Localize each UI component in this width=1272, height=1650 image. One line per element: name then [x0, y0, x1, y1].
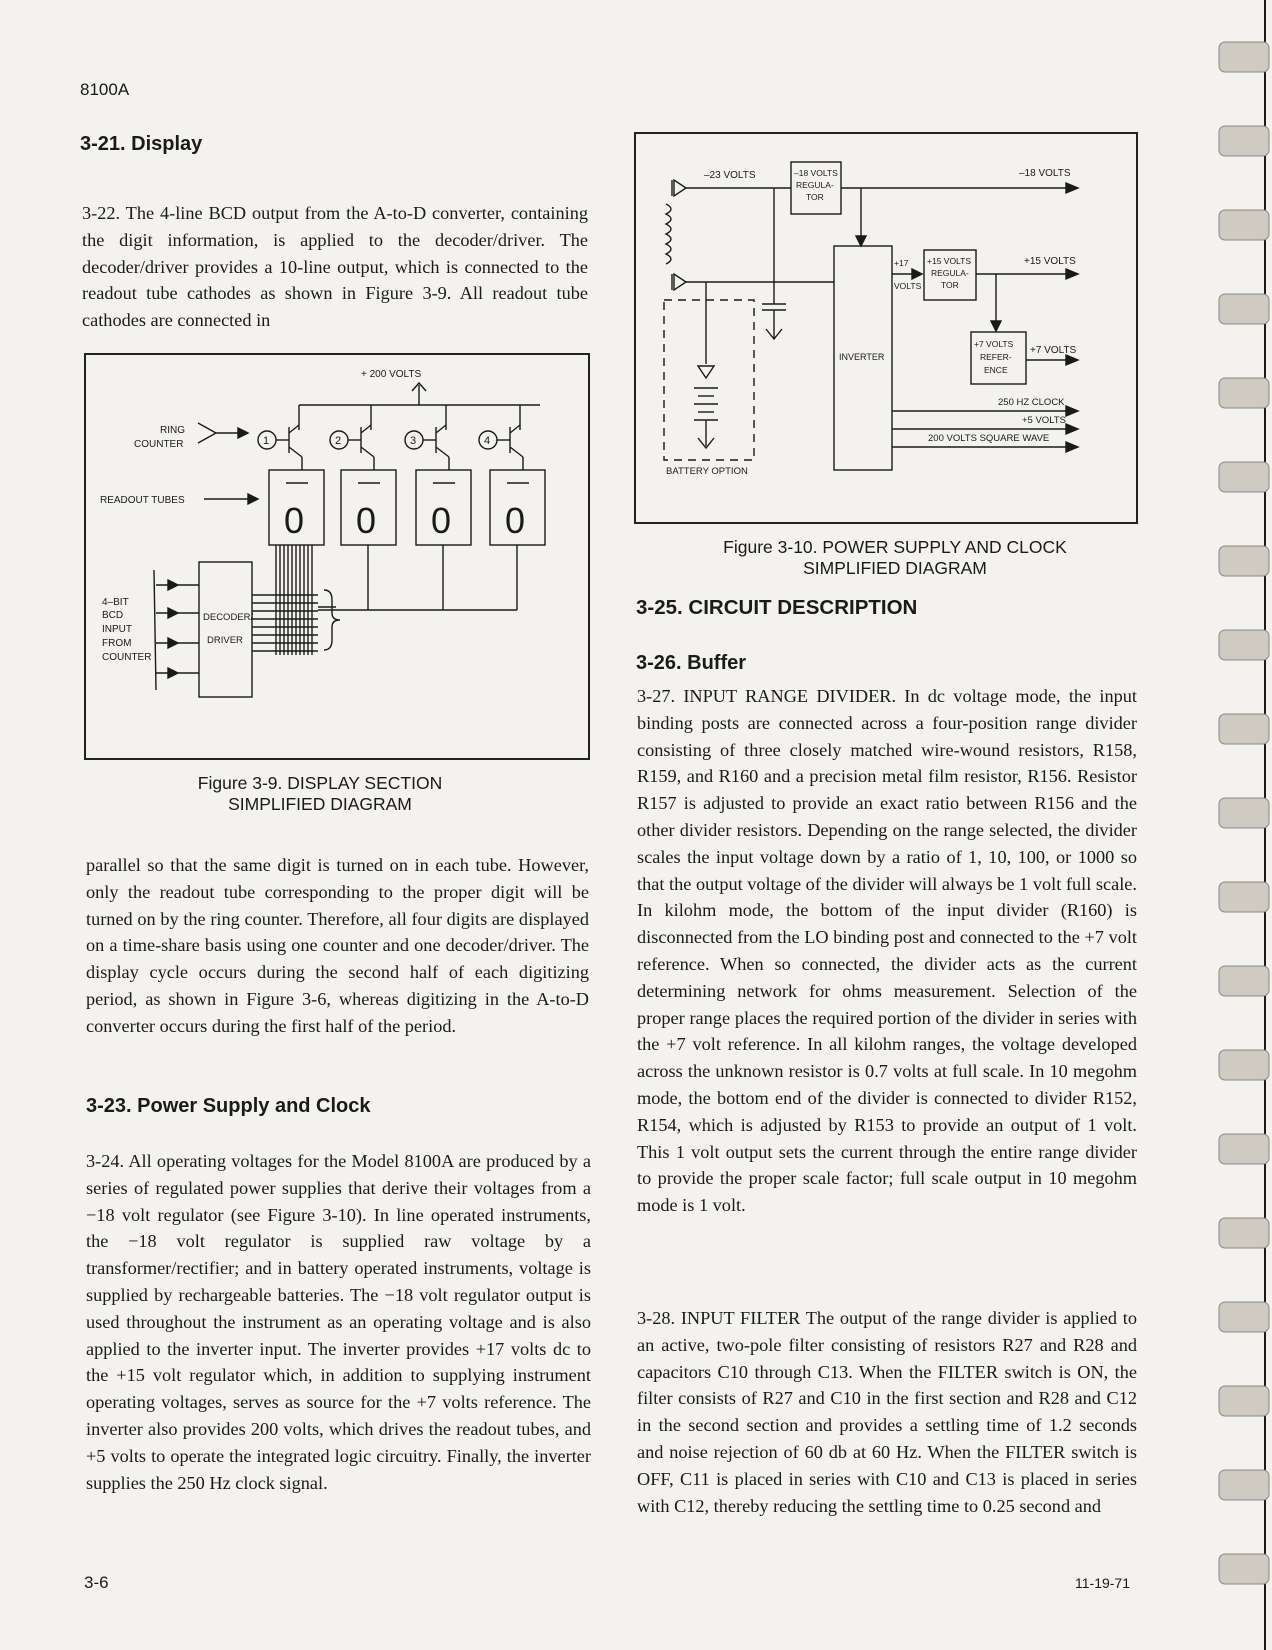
figure-3-9-caption-line-1: Figure 3-9. DISPLAY SECTION	[197, 773, 443, 793]
square-wave-output: 200 VOLTS SQUARE WAVE	[928, 433, 1050, 444]
input-label-2: BCD	[102, 610, 124, 621]
ref7-line-2: REFER-	[980, 352, 1012, 362]
battery-option-label: BATTERY OPTION	[666, 466, 748, 477]
plus-5-volts-output: +5 VOLTS	[1022, 415, 1066, 426]
revision-date: 11-19-71	[1075, 1575, 1131, 1591]
power-supply-schematic	[636, 134, 1136, 522]
minus-18-volts-output: –18 VOLTS	[1019, 168, 1071, 179]
figure-3-9-display-diagram	[84, 353, 590, 760]
plus-7-volts-output: +7 VOLTS	[1030, 345, 1077, 356]
paragraph-3-27: 3-27. INPUT RANGE DIVIDER. In dc voltage mode, the input binding posts are connected across a four-position range divider consisting of three closely matched wire-wound resistors, R158, R159, and R160 and a precision metal film resistor, R156. Resistor R157 is adjusted to provide an exact ratio between R156 and the other divider resistors. Depending on the range selected, the divider scales the input voltage down by a ratio of 1, 10, 100, or 1000 so that the output voltage of the divider will always be 1 volt full scale. In kilohm mode, the bottom of the input divider (R160) is disconnected from the LO binding post and connected to the +7 volt reference. When so connected, the divider acts as the current determining network for ohms measurement. Selection of the proper range places the required portion of the divider in series with the +7 volt reference. In all kilohm ranges, the voltage developed across the unknown resistor is 0.7 volts at full scale. In 10 megohm mode, the bottom end of the divider is connected to divider R152, R154, which is adjusted by R153 to provide an output of 1 volt. This 1 volt output sets the current through the entire range divider to provide the proper scale factor; full scale output in 10 megohm mode is 1 volt.	[637, 686, 1137, 1216]
figure-3-10-power-supply-diagram	[634, 132, 1138, 524]
figure-3-10-caption-line-2: SIMPLIFIED DIAGRAM	[803, 558, 987, 578]
paragraph-3-22: 3-22. The 4-line BCD output from the A-to-D converter, containing the digit information, is applied to the decoder/driver. The decoder/driver provides a 10-line output, which is connected to the readout tube cathodes as shown in Figure 3-9. All readout tube cathodes are connected in	[82, 203, 588, 331]
reg18-line-1: –18 VOLTS	[794, 168, 838, 178]
ref7-line-3: ENCE	[984, 365, 1008, 375]
reg18-line-2: REGULA-	[796, 180, 834, 190]
tube-2-digit: 0	[356, 500, 377, 541]
display-section-schematic	[86, 355, 588, 758]
section-3-26-heading: 3-26. Buffer	[636, 652, 747, 674]
counter-stage-1: 1	[263, 435, 270, 447]
input-label-5: COUNTER	[102, 652, 152, 663]
decoder-label-1: DECODER/	[203, 612, 254, 623]
clock-output: 250 HZ CLOCK	[998, 397, 1065, 408]
input-label-1: 4–BIT	[102, 597, 129, 608]
inverter-label: INVERTER	[839, 352, 885, 362]
tube-4-digit: 0	[505, 500, 526, 541]
tube-1-digit: 0	[284, 500, 305, 541]
section-3-23-heading: 3-23. Power Supply and Clock	[86, 1095, 371, 1117]
counter-stage-2: 2	[335, 435, 342, 447]
tube-3-digit: 0	[431, 500, 452, 541]
section-3-25-heading: 3-25. CIRCUIT DESCRIPTION	[636, 596, 918, 619]
reg18-line-3: TOR	[806, 192, 824, 202]
paragraph-3-28: 3-28. INPUT FILTER The output of the range divider is applied to an active, two-pole filter consisting of resistors R27 and R28 and capacitors C10 through C13. When the FILTER switch is ON, the filter consists of R27 and C10 in the first section and R28 and C12 in the second section and provides a settling time of 1.2 seconds and noise rejection of 60 db at 60 Hz. When the FILTER switch is OFF, C11 is placed in series with C10 and C13 is placed in series with C12, thereby reducing the settling time to 0.25 second and	[637, 1308, 1137, 1516]
model-header: 8100A	[80, 80, 130, 99]
decoder-label-2: DRIVER	[207, 635, 243, 646]
reg15-line-2: REGULA-	[931, 268, 969, 278]
plus-17-line-2: VOLTS	[894, 281, 922, 291]
ref7-line-1: +7 VOLTS	[974, 339, 1014, 349]
input-label-3: INPUT	[102, 624, 132, 635]
input-label-4: FROM	[102, 638, 132, 649]
ring-counter-label-1: RING	[160, 425, 185, 436]
plus-15-volts-output: +15 VOLTS	[1024, 256, 1076, 267]
figure-3-10-caption	[660, 537, 1130, 579]
paragraph-3-24: 3-24. All operating voltages for the Model 8100A are produced by a series of regulated power supplies that derive their voltages from a −18 volt regulator (see Figure 3-10). In line operated instruments, the −18 volt regulator is supplied raw voltage by a transformer/rectifier; and in battery operated instruments, voltage is supplied by rechargeable batteries. The −18 volt regulator output is used throughout the instrument as an operating voltage and is also applied to the inverter input. The inverter provides +17 volts dc to the +15 volt regulator which, in addition to supplying instrument operating voltages, serves as source for the +7 volts reference. The inverter also provides 200 volts, which drives the readout tubes, and +5 volts to operate the integrated logic circuitry. Finally, the inverter supplies the 250 Hz clock signal.	[86, 1151, 591, 1493]
minus-23-volts-label: –23 VOLTS	[704, 170, 756, 181]
counter-stage-3: 3	[410, 435, 417, 447]
ring-counter-label-2: COUNTER	[134, 439, 184, 450]
figure-3-10-caption-line-1: Figure 3-10. POWER SUPPLY AND CLOCK	[723, 537, 1067, 557]
readout-tubes-label: READOUT TUBES	[100, 495, 185, 506]
figure-3-9-caption-line-2: SIMPLIFIED DIAGRAM	[228, 794, 412, 814]
reg15-line-3: TOR	[941, 280, 959, 290]
counter-stage-4: 4	[484, 435, 491, 447]
section-3-21-heading: 3-21. Display	[80, 133, 203, 155]
figure-3-9-caption	[84, 773, 556, 815]
page-number: 3-6	[84, 1573, 109, 1592]
reg15-line-1: +15 VOLTS	[927, 256, 972, 266]
plus-17-line-1: +17	[894, 258, 909, 268]
supply-label: + 200 VOLTS	[361, 369, 422, 380]
spiral-binding-graphic	[1207, 0, 1272, 1650]
paragraph-3-22-continued: parallel so that the same digit is turned on in each tube. However, only the readout tube corresponding to the proper digit will be turned on by the ring counter. Therefore, all four digits are displayed on a time-share basis using one counter and one decoder/driver. The display cycle occurs during the second half of each digitizing period, as shown in Figure 3-6, whereas digitizing in the A-to-D converter occurs during the first half of the period.	[86, 855, 589, 1036]
